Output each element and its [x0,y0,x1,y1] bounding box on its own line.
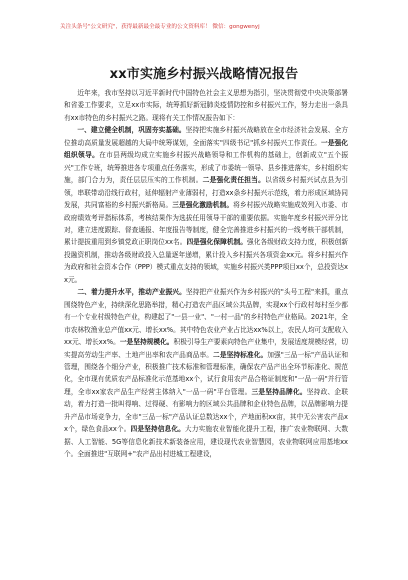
section-2-text-4: 坚持政、企联动，着力打造一批叫得响、过得硬、有影响力的区域公共品牌和企业特色品牌，以品牌影响力提升产品市场竞争力，全市"三品一标"产品认证总数达xx个，产地面积xx亩，其中无公害农产品xx个，绿色食品xx个。 [64,387,349,434]
section-2-sub-3: 三是坚持品牌化。 [251,387,307,396]
section-1-sub-3: 三是强化激励机制。 [172,201,234,210]
section-2-text-3: 加强"三品一标"产品认证和管理，围绕各个细分产业，积极推广技术标准和管理标准，确保农产品产出全环节标准化、规范化，全市现有优质农产品标准化示范基地xx个，试行食用农产品合格证制度和"一品一码"并行管理，全市xx家农产品生产经营主体纳入"一品一码"平台管理。 [64,350,349,396]
section-1-text-4: 将乡村振兴战略实施成效列入市委、市政府绩效考评指标体系，考核结果作为选拔任用领导干部的重要依据。实施年度乡村振兴评分比对，建立进度跟踪、督查通报、年度报告等制度，健全完善推进乡村振兴的一线考核干部机制，累计提拔重用到乡镇党政正职岗位xx名。 [64,201,348,247]
document-body [64,87,348,461]
section-1-heading: 一、建立健全机制，巩固夯实基础。 [77,126,186,135]
section-1-paragraph [64,124,348,286]
header-watermark-note: 关注头条号"公文研究"，获得最新最全最专业的公文资料库！ 微信：gongwenyj [60,24,260,30]
section-1-text-5: 强化各级财政支持力度，积极创新投融资机制，推动各级财政投入总量逐年递增，累计投入乡村振兴各项资金xx元。将乡村振兴作为政府和社会资本合作（PPP）模式重点支持的领域，实施乡村振兴类PPP项目xx个，总投资达xx元。 [64,238,349,284]
section-2-text-5: 大力实施农业智能化提升工程，推广农业物联网、大数据、人工智能、5G等信息化新技术新装备应用，建设现代农业智慧园，农业物联网应用基地xx个。全面推进"互联网+"农产品出村进城工程建设， [64,425,349,459]
section-1-sub-2: 二是强化责任担当。 [202,176,266,185]
section-1-sub-4: 四是强化保障机制。 [186,238,248,247]
section-1-text-1: 坚持把实施乡村振兴战略放在全市经济社会发展、全方位推动高质量发展超越的大局中统筹谋划，全面落实"四级书记"抓乡村振兴工作责任。 [64,126,349,147]
section-2-sub-4: 四是坚持信息化。 [130,425,185,434]
section-1-text-2: 在市县两级均成立实施乡村振兴战略领导和工作机构的基础上，创新成立"五个振兴"工作专班，统筹推进各专项重点任务落实，形成了市委统一领导、县乡推进落实，乡村组织实施，部门合力为，责任层层压实的工作机制。 [64,151,349,185]
section-2-text-1: 坚持把产业振兴作为乡村振兴的"头号工程"来抓，重点围绕特色产业，持续深化思路举措，精心打造农产品区域公共品牌，实现xx个行政村每村至少都有一个专业村级特色产业，构建起了"一县一业"、"一村一品"的乡村特色产业格局。2021年，全市农林牧渔业总产值xx元、增长xx%。其中特色农业产业占比达xx%以上，农民人均可支配收入xx元、增长xx%。 [64,288,349,347]
section-1-sub-1: 一是强化组织领导。 [64,138,348,160]
section-2-sub-1: 一是坚持规模化。 [119,338,174,347]
section-1-text-3: 以省级乡村振兴试点县为引领，串联带动沿线行政村，延伸辐射产业薄弱村，打造xx条乡村振兴示范线，着力形成区域协同发展，共同富裕的乡村振兴新格局。 [64,176,349,210]
section-2-heading: 二、着力提升水平，推动产业振兴。 [77,288,186,297]
intro-paragraph: 近年来，我市坚持以习近平新时代中国特色社会主义思想为指引，坚决贯彻党中央决策部署和省委工作要求，立足xx市实际，统筹抓好新冠肺炎疫情防控和乡村振兴工作，努力走出一条具有xx市特色的乡村振兴之路。现将有关工作情况报告如下： [64,89,348,122]
section-2-paragraph [64,286,348,460]
section-2-sub-2: 二是坚持标准化。 [213,350,268,359]
section-2-text-2: 积极引导生产要素向特色产业集中，发展适度规模经营，切实提高劳动生产率、土地产出率和农产品商品率。 [64,338,349,359]
document-title: xx市实施乡村振兴战略情况报告 [109,67,299,82]
